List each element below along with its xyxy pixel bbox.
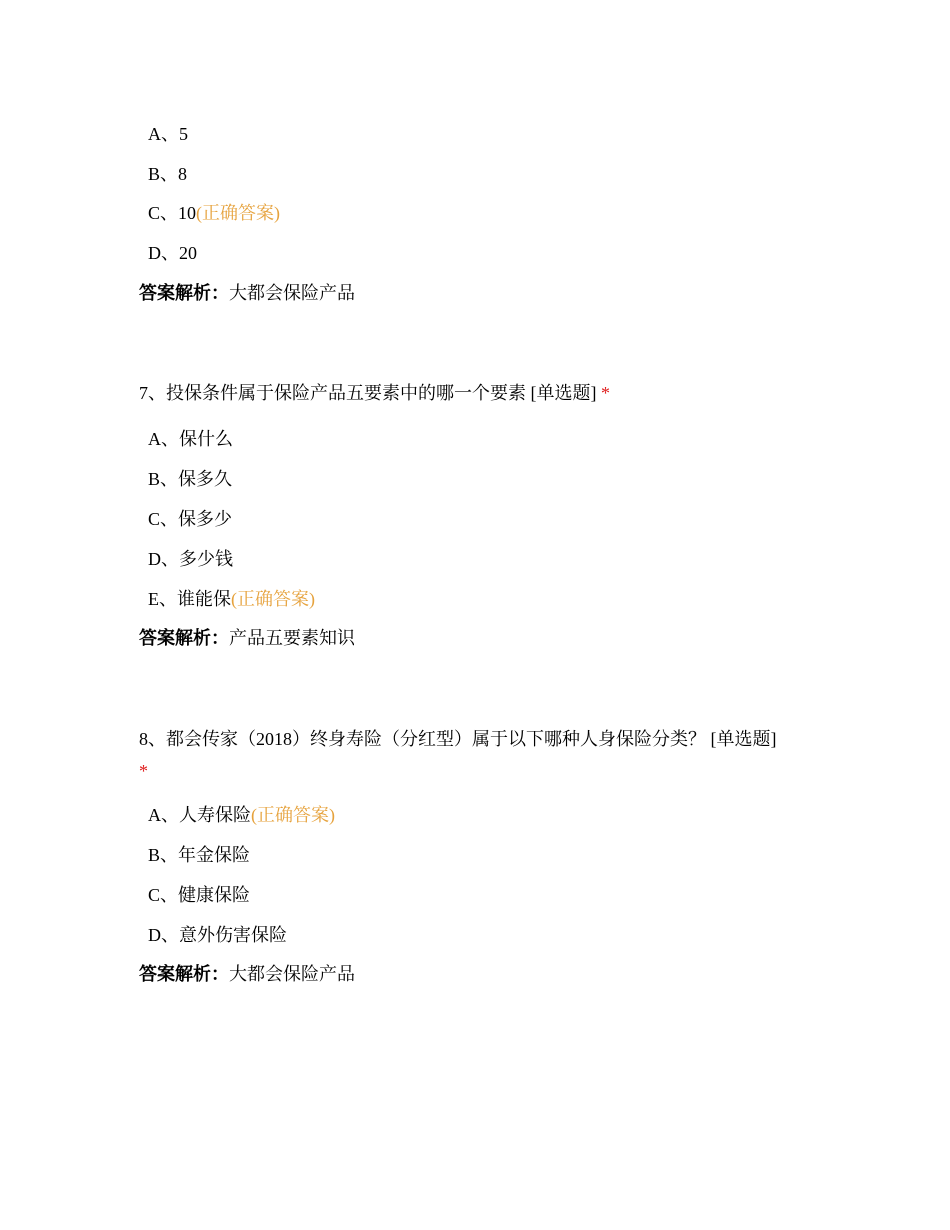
analysis-label: 答案解析： xyxy=(139,628,229,648)
q8-analysis xyxy=(139,962,355,986)
correct-answer-tag: (正确答案) xyxy=(231,589,315,609)
q6-option-b: B、8 xyxy=(148,164,188,184)
q6-analysis xyxy=(139,281,355,305)
correct-answer-tag: (正确答案) xyxy=(251,805,335,825)
q7-title: 7、投保条件属于保险产品五要素中的哪一个要素 [单选题] * xyxy=(139,383,610,403)
q7-option-c: C、保多少 xyxy=(148,509,233,529)
correct-answer-tag: (正确答案) xyxy=(196,203,281,223)
q8-required-line xyxy=(139,759,148,783)
q8-option-b: B、年金保险 xyxy=(148,845,251,865)
analysis-text: 产品五要素知识 xyxy=(229,628,355,648)
analysis-text: 大都会保险产品 xyxy=(229,283,355,303)
q8-option-c: C、健康保险 xyxy=(148,885,251,905)
q7-option-b: B、保多久 xyxy=(148,469,233,489)
analysis-label: 答案解析： xyxy=(139,283,229,303)
q6-option-a: A、5 xyxy=(148,124,188,144)
q7-option-d: D、多少钱 xyxy=(148,549,233,569)
q8-option-a: A、人寿保险(正确答案) xyxy=(148,805,335,825)
analysis-text: 大都会保险产品 xyxy=(229,964,355,984)
q7-option-a: A、保什么 xyxy=(148,429,233,449)
required-mark: * xyxy=(139,761,148,781)
q8-title: 8、都会传家（2018）终身寿险（分红型）属于以下哪种人身保险分类？ [单选题] xyxy=(139,729,777,749)
q7-option-e: E、谁能保(正确答案) xyxy=(148,589,315,609)
q6-option-c: C、10(正确答案) xyxy=(148,203,281,223)
analysis-label: 答案解析： xyxy=(139,964,229,984)
q7-analysis xyxy=(139,626,355,650)
required-mark: * xyxy=(601,383,610,403)
q8-option-d: D、意外伤害保险 xyxy=(148,925,287,945)
q6-option-d: D、20 xyxy=(148,243,197,263)
